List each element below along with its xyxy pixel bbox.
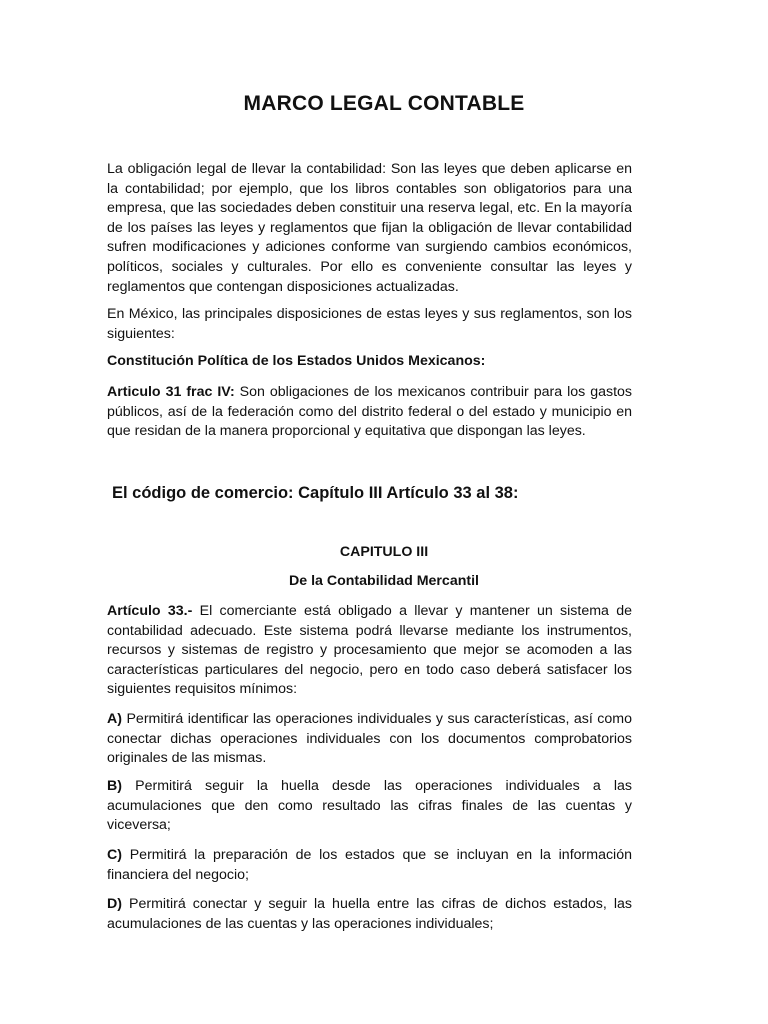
requirement-a bbox=[107, 710, 632, 769]
article-31-text: Son obligaciones de los mexicanos contribuir para los gastos públicos, así de la federación como del distrito federal o del estado y municipio en que residan de la manera proporcional y equitativa que dispongan las leyes. bbox=[107, 384, 633, 440]
article-33-label: Artículo 33.- bbox=[107, 603, 193, 619]
requirement-c bbox=[107, 846, 632, 885]
requirement-b-label: B) bbox=[107, 778, 122, 794]
requirement-c-label: C) bbox=[107, 847, 122, 863]
commerce-code-heading: El código de comercio: Capítulo III Artículo 33 al 38: bbox=[112, 484, 519, 502]
article-33-paragraph bbox=[107, 602, 632, 700]
constitution-heading: Constitución Política de los Estados Unidos Mexicanos: bbox=[107, 353, 486, 369]
requirement-d-text: Permitirá conectar y seguir la huella entre las cifras de dichos estados, las acumulaciones de las cuentas y las operaciones individuales; bbox=[107, 896, 632, 932]
requirement-a-text: Permitirá identificar las operaciones individuales y sus características, así como conectar dichas operaciones individuales con los documentos comprobatorios originales de las mismas. bbox=[107, 711, 632, 767]
requirement-b bbox=[107, 777, 632, 836]
article-31-label: Articulo 31 frac IV: bbox=[107, 384, 235, 400]
article-33-text: El comerciante está obligado a llevar y mantener un sistema de contabilidad adecuado. Este sistema podrá llevarse mediante los instrumentos, recursos y sistemas de registro y procesamiento que mejor se acomoden a las características particulares del negocio, pero en todo caso deberá satisfacer los siguientes requisitos mínimos: bbox=[107, 603, 632, 698]
document-title: MARCO LEGAL CONTABLE bbox=[243, 92, 525, 115]
intro-paragraph: La obligación legal de llevar la contabilidad: Son las leyes que deben aplicarse en la contabilidad; por ejemplo, que los libros contables son obligatorios para una empresa, que las sociedades deben constituir una reserva legal, etc. En la mayoría de los países las leyes y reglamentos que fijan la obligación de llevar contabilidad sufren modificaciones y adiciones conforme van surgiendo cambios económicos, políticos, sociales y culturales. Por ello es conveniente consultar las leyes y reglamentos que contengan disposiciones actualizadas. bbox=[107, 161, 632, 295]
requirement-d-label: D) bbox=[107, 896, 122, 912]
chapter-subtitle: De la Contabilidad Mercantil bbox=[289, 573, 479, 589]
requirement-a-label: A) bbox=[107, 711, 122, 727]
article-31-paragraph bbox=[107, 383, 632, 442]
requirement-c-text: Permitirá la preparación de los estados que se incluyan en la información financiera del negocio; bbox=[107, 847, 632, 883]
chapter-title: CAPITULO III bbox=[339, 544, 429, 560]
requirement-d bbox=[107, 895, 632, 934]
requirement-b-text: Permitirá seguir la huella desde las operaciones individuales a las acumulaciones que den como resultado las cifras finales de las cuentas y viceversa; bbox=[107, 778, 632, 834]
mexico-paragraph: En México, las principales disposiciones de estas leyes y sus reglamentos, son los siguientes: bbox=[107, 306, 632, 342]
